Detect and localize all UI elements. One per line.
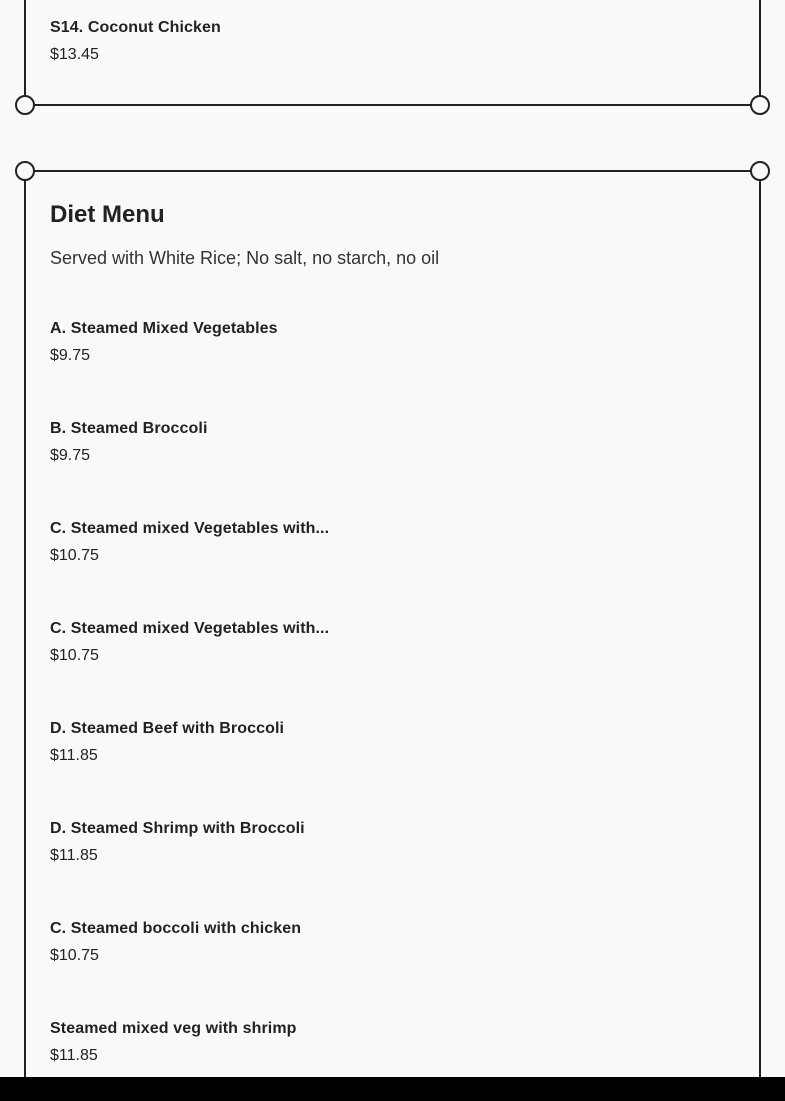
menu-item[interactable] (50, 520, 329, 565)
section-subtitle: Served with White Rice; No salt, no starch, no oil (50, 248, 440, 268)
menu-item[interactable] (50, 820, 305, 865)
menu-item-name: C. Steamed mixed Vegetables with... (50, 520, 330, 537)
menu-item-name: C. Steamed boccoli with chicken (50, 920, 302, 937)
bottom-bar (0, 1077, 785, 1101)
menu-item-price: $11.85 (50, 747, 98, 764)
menu-item[interactable] (50, 720, 284, 765)
menu-item-name: B. Steamed Broccoli (50, 420, 208, 437)
menu-item-name: D. Steamed Shrimp with Broccoli (50, 820, 305, 837)
menu-item-name: S14. Coconut Chicken (50, 19, 221, 36)
menu-item-price: $10.75 (50, 547, 99, 564)
menu-item-price: $9.75 (50, 347, 91, 364)
menu-item-name: A. Steamed Mixed Vegetables (50, 320, 278, 337)
menu-item-name: C. Steamed mixed Vegetables with... (50, 620, 330, 637)
menu-item[interactable] (50, 420, 208, 465)
menu-item-price: $10.75 (50, 947, 99, 964)
diet-menu-card (24, 170, 761, 1101)
menu-item-name: D. Steamed Beef with Broccoli (50, 720, 285, 737)
menu-item[interactable] (50, 1020, 297, 1065)
menu-item-price: $9.75 (50, 447, 91, 464)
menu-item[interactable] (50, 19, 221, 64)
menu-item-price: $10.75 (50, 647, 99, 664)
menu-item-price: $13.45 (50, 46, 99, 63)
card-corner-notch (15, 161, 35, 181)
section-title: Diet Menu (50, 201, 165, 228)
menu-item[interactable] (50, 620, 329, 665)
card-corner-notch (750, 95, 770, 115)
menu-item-price: $11.85 (50, 847, 98, 864)
menu-item-price: $11.85 (50, 1047, 98, 1064)
card-corner-notch (15, 95, 35, 115)
menu-section-card (24, 0, 761, 106)
card-corner-notch (750, 161, 770, 181)
menu-item[interactable] (50, 920, 301, 965)
menu-item-name: Steamed mixed veg with shrimp (50, 1020, 297, 1037)
menu-item[interactable] (50, 320, 278, 365)
